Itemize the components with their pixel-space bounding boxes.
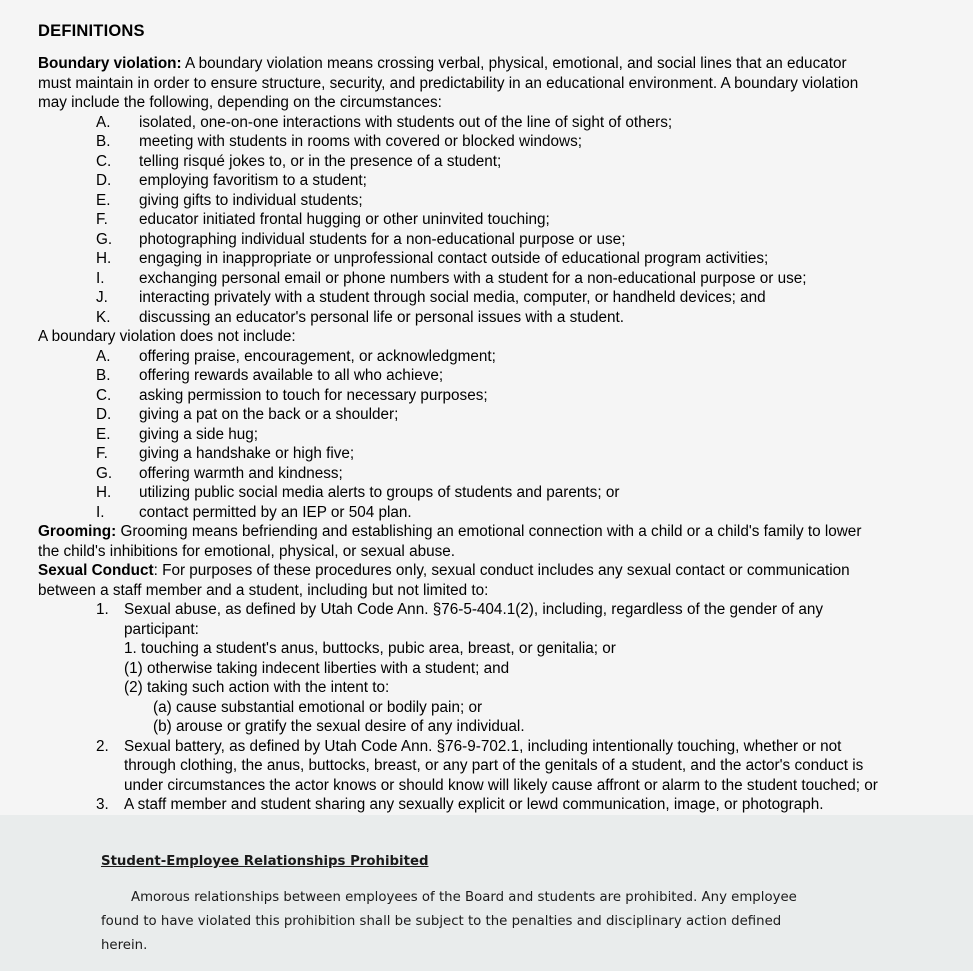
list-item-text: giving a pat on the back or a shoulder; bbox=[139, 406, 399, 423]
list-item-text: offering warmth and kindness; bbox=[139, 464, 343, 482]
list-item-text: employing favoritism to a student; bbox=[139, 172, 367, 189]
list-item-text: photographing individual students for a non-educational purpose or use; bbox=[139, 230, 626, 248]
item-1-sub-2: (1) otherwise taking indecent liberties with a student; and bbox=[124, 659, 510, 677]
list-item-text: offering praise, encouragement, or acknowledgment; bbox=[139, 347, 496, 365]
list-item-letter: H. bbox=[96, 484, 112, 501]
boundary-intro-line-2: must maintain in order to ensure structure, security, and predictability in an educational environment. A boundary violation bbox=[38, 74, 859, 92]
grooming-line-1: Grooming: Grooming means befriending and establishing an emotional connection with a child or a child's family to lower bbox=[38, 523, 862, 540]
boundary-intro-line-1: Boundary violation: A boundary violation means crossing verbal, physical, emotional, and social lines that an educator bbox=[38, 55, 847, 72]
list-item-letter: B. bbox=[96, 133, 111, 150]
relationships-panel bbox=[0, 826, 973, 971]
boundary-intro-line-3: may include the following, depending on the circumstances: bbox=[38, 94, 442, 111]
list-item-letter: I. bbox=[96, 269, 105, 287]
list-item-text: exchanging personal email or phone numbers with a student for a non-educational purpose or use; bbox=[139, 269, 807, 287]
list-item-letter: C. bbox=[96, 152, 112, 170]
item-1-line-2: participant: bbox=[124, 620, 199, 638]
list-item-letter: F. bbox=[96, 445, 108, 462]
list-item-letter: A. bbox=[96, 113, 111, 131]
sexual-conduct-line-2: between a staff member and a student, including but not limited to: bbox=[38, 581, 489, 599]
list-item-text: giving a handshake or high five; bbox=[139, 445, 355, 462]
item-3-line: A staff member and student sharing any sexually explicit or lewd communication, image, or photograph. bbox=[124, 796, 824, 813]
list-item-letter: G. bbox=[96, 230, 113, 248]
list-item-letter: A. bbox=[96, 347, 111, 365]
list-item-letter: H. bbox=[96, 250, 112, 267]
item-3-number: 3. bbox=[96, 796, 109, 813]
list-item-text: educator initiated frontal hugging or other uninvited touching; bbox=[139, 211, 550, 228]
list-item-letter: J. bbox=[96, 289, 108, 306]
list-item-text: contact permitted by an IEP or 504 plan. bbox=[139, 503, 412, 521]
list-item-letter: E. bbox=[96, 425, 111, 443]
not-include-label: A boundary violation does not include: bbox=[38, 328, 296, 345]
list-item-text: meeting with students in rooms with covered or blocked windows; bbox=[139, 133, 582, 150]
list-item-text: discussing an educator's personal life or personal issues with a student. bbox=[139, 308, 625, 326]
list-item-letter: G. bbox=[96, 464, 113, 482]
grooming-line-2: the child's inhibitions for emotional, physical, or sexual abuse. bbox=[38, 542, 456, 560]
list-item-text: giving a side hug; bbox=[139, 425, 259, 443]
list-item-text: asking permission to touch for necessary purposes; bbox=[139, 386, 488, 404]
list-item-letter: D. bbox=[96, 172, 112, 189]
definitions-heading: DEFINITIONS bbox=[38, 22, 145, 40]
item-1-sub-1: 1. touching a student's anus, buttocks, pubic area, breast, or genitalia; or bbox=[124, 640, 616, 657]
list-item-letter: E. bbox=[96, 191, 111, 209]
boundary-term: Boundary violation: bbox=[38, 55, 182, 72]
list-item-text: utilizing public social media alerts to groups of students and parents; or bbox=[139, 484, 620, 501]
relationships-line-3: herein. bbox=[101, 938, 148, 953]
list-item-text: engaging in inappropriate or unprofessional contact outside of educational program activities; bbox=[139, 250, 769, 267]
relationships-line-1: Amorous relationships between employees of the Board and students are prohibited. Any employee bbox=[131, 890, 797, 905]
list-item-letter: D. bbox=[96, 406, 112, 423]
list-item-letter: I. bbox=[96, 503, 105, 521]
item-2-number: 2. bbox=[96, 737, 109, 755]
list-item-letter: B. bbox=[96, 367, 111, 384]
relationships-title: Student-Employee Relationships Prohibited bbox=[101, 854, 429, 869]
item-1-line-1: Sexual abuse, as defined by Utah Code Ann. §76-5-404.1(2), including, regardless of the gender of any bbox=[124, 601, 824, 618]
list-item-text: isolated, one-on-one interactions with students out of the line of sight of others; bbox=[139, 113, 673, 131]
relationships-line-2: found to have violated this prohibition shall be subject to the penalties and disciplinary action defined bbox=[101, 914, 782, 929]
list-item-text: interacting privately with a student through social media, computer, or handheld devices; and bbox=[139, 289, 766, 306]
list-item-text: giving gifts to individual students; bbox=[139, 191, 363, 209]
item-2-line-3: under circumstances the actor knows or should know will likely cause affront or alarm to the student touched; or bbox=[124, 776, 878, 794]
sexual-conduct-term: Sexual Conduct bbox=[38, 562, 154, 579]
list-item-text: telling risqué jokes to, or in the presence of a student; bbox=[139, 152, 502, 170]
item-1-sub-a: (a) cause substantial emotional or bodily pain; or bbox=[153, 698, 483, 716]
item-1-sub-b: (b) arouse or gratify the sexual desire of any individual. bbox=[153, 718, 525, 735]
item-2-line-2: through clothing, the anus, buttocks, breast, or any part of the genitals of a student, and the actor's conduct is bbox=[124, 757, 864, 774]
list-item-letter: K. bbox=[96, 308, 111, 326]
item-1-number: 1. bbox=[96, 601, 109, 618]
sexual-conduct-line-1: Sexual Conduct: For purposes of these procedures only, sexual conduct includes any sexual contact or communication bbox=[38, 562, 850, 579]
list-item-letter: C. bbox=[96, 386, 112, 404]
list-item-text: offering rewards available to all who achieve; bbox=[139, 367, 444, 384]
grooming-term: Grooming: bbox=[38, 523, 117, 540]
item-1-sub-3: (2) taking such action with the intent to: bbox=[124, 679, 390, 696]
list-item-letter: F. bbox=[96, 211, 108, 228]
item-2-line-1: Sexual battery, as defined by Utah Code Ann. §76-9-702.1, including intentionally touching, whether or not bbox=[124, 737, 842, 755]
